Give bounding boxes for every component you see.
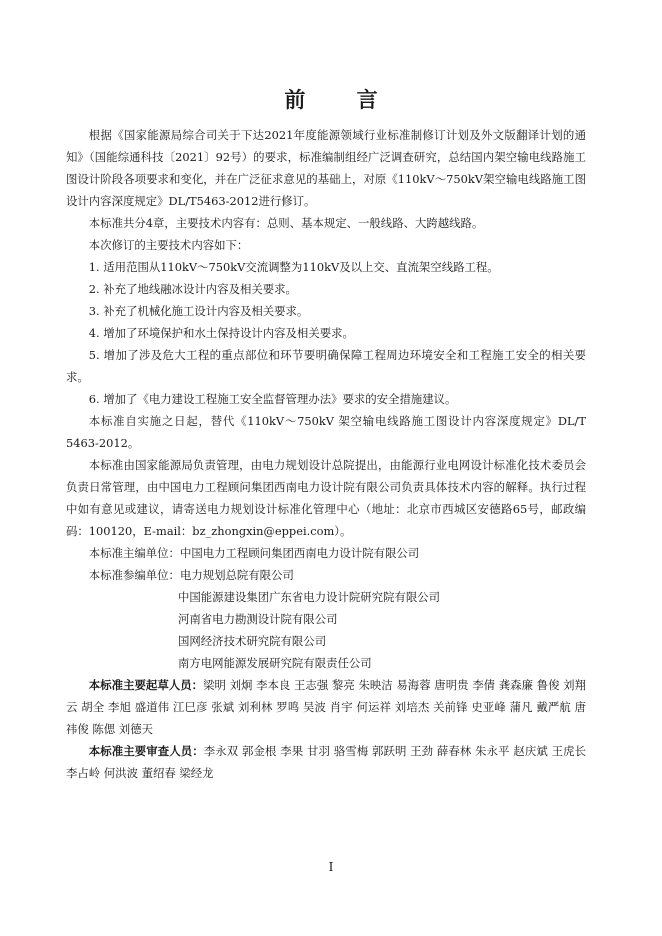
reviewers-names: 李永双 郭金根 李果 甘羽 骆雪梅 郭跃明 王劲 薛春林 朱永平 赵庆斌 王虎长 李占岭 何洪波 董绍春 梁经龙 [66,744,586,780]
revision-item: 2. 补充了地线融冰设计内容及相关要求。 [88,282,297,296]
participating-units [66,564,586,586]
participating-unit: 南方电网能源发展研究院有限责任公司 [178,656,372,670]
foreword-body [66,124,586,784]
chief-unit-name: 中国电力工程顾问集团西南电力设计院有限公司 [179,546,420,560]
paragraph-revision-intro: 本次修订的主要技术内容如下： [88,238,249,252]
revision-item: 4. 增加了环境保护和水土保持设计内容及相关要求。 [88,326,354,340]
drafters-label: 本标准主要起草人员： [88,678,204,692]
page-title: 前 言 [284,87,400,112]
revision-list [66,256,586,410]
paragraph-chapters: 本标准共分4章，主要技术内容有：总则、基本规定、一般线路、大跨越线路。 [88,216,484,230]
reviewers-label: 本标准主要审查人员： [88,744,204,758]
revision-item: 6. 增加了《电力建设工程施工安全监督管理办法》要求的安全措施建议。 [88,392,457,406]
paragraph-basis: 根据《国家能源局综合司关于下达2021年度能源领域行业标准制修订计划及外文版翻译计划的通知》（国能综通科技〔2021〕92号）的要求，标准编制组经广泛调查研究，总结国内架空输电线路施工图设计阶段各项要求和变化，并在广泛征求意见的基础上，对原《110kV～750kV架空输电线路施工图设计内容深度规定》DL/T5463-2012进行修订。 [66,128,586,208]
page-number: I [328,860,334,874]
participating-unit: 电力规划总院有限公司 [179,568,294,582]
drafters-names: 梁明 刘炯 李本良 王志强 黎亮 朱映洁 易海蓉 唐明贵 李倩 龚森廉 鲁俊 刘翔云 胡全 李旭 盛道伟 江巳彦 张斌 刘利林 罗鸣 吴波 肖宇 何运祥 刘培杰 关前锋 史亚峰 蒲凡 戴严航 唐祎俊 陈偲 刘德天 [66,678,586,736]
paragraph-replacement: 本标准自实施之日起，替代《110kV～750kV 架空输电线路施工图设计内容深度规定》DL/T 5463-2012。 [66,414,586,450]
chief-unit [66,542,586,564]
participating-unit: 河南省电力勘测设计院有限公司 [178,612,338,626]
participating-label: 本标准参编单位： [88,568,180,582]
participating-unit: 中国能源建设集团广东省电力设计院研究院有限公司 [178,590,440,604]
drafters [66,674,586,740]
paragraph-management: 本标准由国家能源局负责管理，由电力规划设计总院提出，由能源行业电网设计标准化技术委员会负责日常管理，由中国电力工程顾问集团西南电力设计院有限公司负责具体技术内容的解释。执行过程中如有意见或建议，请寄送电力规划设计标准化管理中心（地址：北京市西城区安德路65号，邮政编码：100120，E-mail：bz_zhongxin@eppei.com）。 [66,458,586,538]
chief-unit-label: 本标准主编单位： [88,546,180,560]
participating-unit: 国网经济技术研究院有限公司 [178,634,327,648]
revision-item: 1. 适用范围从110kV～750kV交流调整为110kV及以上交、直流架空线路工程。 [88,260,499,274]
reviewers [66,740,586,784]
revision-item: 3. 补充了机械化施工设计内容及相关要求。 [88,304,309,318]
revision-item: 5. 增加了涉及危大工程的重点部位和环节要明确保障工程周边环境安全和工程施工安全的相关要求。 [66,348,586,384]
